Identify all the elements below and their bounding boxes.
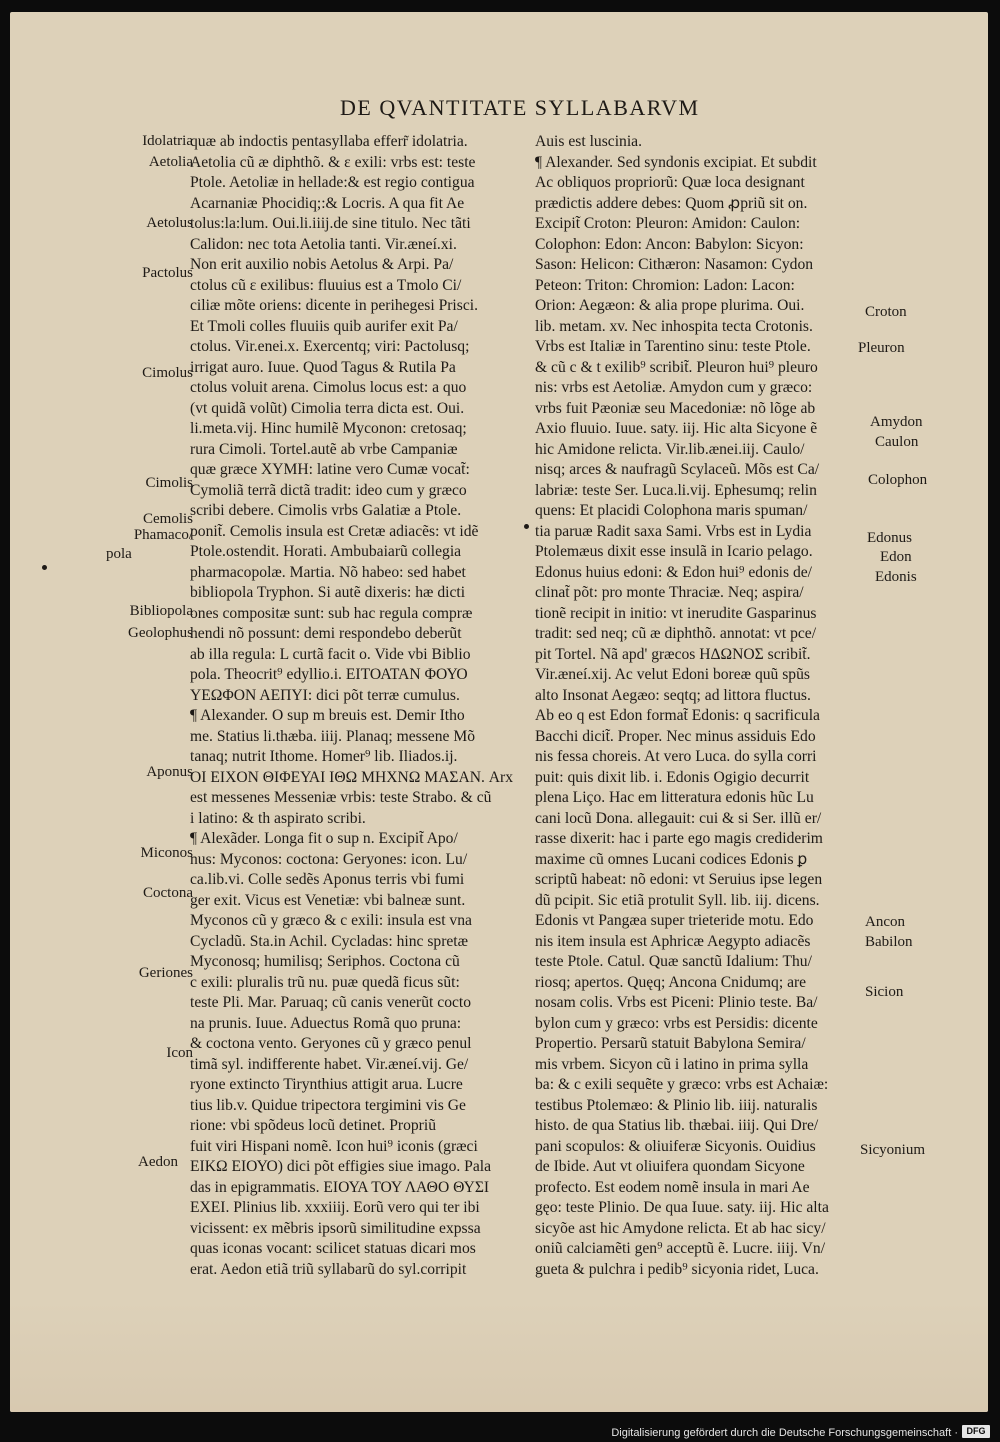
- text-line: dũ pcipit. Sic etiã protulit Syll. lib. iij. dicens.: [535, 891, 820, 909]
- margin-note: Babilon: [865, 934, 913, 950]
- text-line: Et Tmoli colles fluuiis quib aurifer exit Pa/: [190, 317, 458, 335]
- text-line: Bacchi dicit̃. Proper. Nec minus assiduis Edo: [535, 727, 816, 745]
- text-line: ¶ Alexander. O sup m breuis est. Demir Itho: [190, 707, 465, 724]
- margin-note: Cimolus: [142, 365, 193, 381]
- margin-note: Sicion: [865, 984, 904, 1000]
- text-line: Excipit̃ Croton: Pleuron: Amidon: Caulon:: [535, 215, 801, 232]
- text-line: Ac obliquos propriorũ: Quæ loca designant: [535, 174, 805, 191]
- text-line: teste Ptole. Catul. Quæ sanctũ Idalium: Thu/: [535, 953, 812, 970]
- margin-note: Coctona: [143, 885, 193, 901]
- text-line: tius lib.v. Quidue tripectora tergimini vis Ge: [190, 1096, 466, 1114]
- text-line: hic Amidone relicta. Vir.lib.ænei.iij. Caulo/: [535, 440, 805, 458]
- footer-bar: [0, 1412, 1000, 1442]
- text-line: das in epigrammatis. ΕΙΟΥΑ ΤΟΥ ΛΑΘΟ ΘΥΣΙ: [190, 1178, 490, 1196]
- text-line: Ab eo q est Edon format̃ Edonis: q sacrificula: [535, 707, 820, 724]
- text-line: i latino: & th aspirato scribi.: [190, 809, 366, 827]
- text-line: riosq; apertos. Quęq; Ancona Cnidumq; are: [535, 973, 807, 991]
- text-line: pani scopulos: & oliuiferæ Sicyonis. Ouidius: [535, 1137, 816, 1155]
- text-line: pit Tortel. Nã apd' græcos ΗΔΩΝΟΣ scribit̃.: [535, 645, 811, 663]
- running-header: DE QVANTITATE SYLLABARVM: [340, 95, 700, 120]
- margin-note: Pactolus: [142, 265, 193, 281]
- text-line: plena Liço. Hac em litteratura edonis hũc Lu: [535, 789, 814, 806]
- text-line: ctolus voluit arena. Cimolus locus est: a quo: [190, 379, 467, 396]
- text-line: Sason: Helicon: Cithæron: Nasamon: Cydon: [535, 256, 814, 273]
- text-line: Ptole. Aetoliæ in hellade:& est regio contigua: [190, 174, 475, 191]
- text-line: & coctona vento. Geryones cũ y græco penul: [190, 1035, 472, 1052]
- text-line: Myconosq; humilisq; Seriphos. Coctona cũ: [190, 953, 460, 970]
- text-line: nus: Myconos: coctona: Geryones: icon. Lu/: [190, 850, 468, 868]
- text-line: ponit̃. Cemolis insula est Cretæ adiacẽs: vt idẽ: [190, 522, 479, 540]
- text-line: ΥΕΩΦΟΝ ΑΕΠΥΙ: dici põt terræ cumulus.: [190, 686, 460, 704]
- margin-note: Croton: [865, 304, 907, 320]
- text-line: Propertio. Persarũ statuit Babylona Semira/: [535, 1035, 806, 1052]
- text-line: fuit viri Hispani nomẽ. Icon hui⁹ iconis (græci: [190, 1137, 478, 1155]
- text-line: li.meta.vij. Hinc humilẽ Myconon: cretosaq;: [190, 420, 467, 437]
- text-line: ¶ Alexander. Sed syndonis excipiat. Et subdit: [535, 153, 817, 171]
- text-line: nis fessa choreis. At vero Luca. do sylla corri: [535, 748, 817, 765]
- text-line: Cymoliã terrã dictã tradit: ideo cum y græco: [190, 481, 467, 499]
- text-line: ΕΙΚΩ ΕΙΟΥΟ) dici põt effigies siue imago. Pala: [190, 1158, 492, 1175]
- margin-note: Aponus: [146, 764, 193, 780]
- text-line: ba: & c exili sequẽte y græco: vrbs est Achaiæ:: [535, 1076, 829, 1093]
- text-line: ca.lib.vi. Colle sedẽs Aponus terris vbi fumi: [190, 871, 465, 888]
- text-line: bibliopola Tryphon. Si autẽ dixeris: hæ dicti: [190, 584, 466, 601]
- text-line: scriptũ habeat: nõ edoni: vt Seruius ipse legen: [535, 871, 823, 888]
- book-page: [10, 12, 988, 1412]
- text-line: ones compositæ sunt: sub hac regula compræ: [190, 604, 473, 622]
- text-line: Aetolia cũ æ diphthõ. & ε exili: vrbs est: teste: [190, 153, 476, 171]
- text-line: quens: Et placidi Colophona maris spuman/: [535, 502, 808, 519]
- text-line: hendi nõ possunt: demi respondebo deberũt: [190, 625, 462, 642]
- text-line: ab illa regula: L curtã facit o. Vide vbi Biblio: [190, 645, 471, 663]
- text-line: Orion: Aegæon: & alia prope plurima. Oui.: [535, 297, 805, 314]
- text-line: alto Insonat Aegæo: seqtq; ad littora fluctus.: [535, 686, 811, 704]
- text-line: est messenes Messeniæ vrbis: teste Strabo. & cũ: [190, 789, 492, 806]
- text-line: Axio fluuio. Iuue. saty. iij. Hic alta Sicyone ẽ: [535, 420, 818, 437]
- text-line: Edonus huius edoni: & Edon hui⁹ edonis de/: [535, 563, 813, 581]
- margin-note: Caulon: [875, 434, 919, 450]
- text-line: oniũ calciamẽti gen⁹ acceptũ ẽ. Lucre. iiij. Vn/: [535, 1240, 826, 1257]
- text-line: tradit: sed neq; cũ æ diphthõ. annotat: vt pce/: [535, 625, 817, 642]
- text-line: irrigat auro. Iuue. Quod Tagus & Rutila Pa: [190, 358, 456, 376]
- margin-note: Aetolus: [146, 215, 193, 231]
- margin-note: Cimolis: [145, 475, 193, 491]
- text-line: nis item insula est Aphricæ Aegypto adiacẽs: [535, 932, 811, 950]
- margin-note: pola: [106, 546, 132, 562]
- text-line: ciliæ mõte oriens: dicente in perihegesi Prisci.: [190, 297, 478, 314]
- text-line: ryone extincto Tirynthius attigit arua. Lucre: [190, 1076, 463, 1093]
- text-line: Auis est luscinia.: [535, 133, 642, 150]
- margin-note: Cemolis: [142, 511, 193, 527]
- text-line: bylon cum y græco: vrbs est Persidis: dicente: [535, 1014, 818, 1032]
- text-line: ctolus cũ ε exilibus: fluuius est a Tmolo Ci/: [190, 276, 462, 294]
- text-line: testibus Ptolemæo: & Plinio lib. iiij. naturalis: [535, 1096, 818, 1114]
- text-line: Acarnaniæ Phocidiq;:& Locris. A qua fit Ae: [190, 194, 465, 212]
- text-line: tolus:la:lum. Oui.li.iiij.de sine titulo. Nec tãti: [190, 215, 471, 232]
- margin-note: Amydon: [870, 414, 923, 430]
- text-line: nosam colis. Vrbs est Piceni: Plinio teste. Ba/: [535, 994, 818, 1011]
- margin-note: Edonus: [867, 530, 912, 546]
- text-line: vrbs fuit Pæoniæ seu Macedoniæ: nõ lõge ab: [535, 399, 816, 417]
- text-line: nis: vrbs est Aetoliæ. Amydon cum y græco:: [535, 379, 813, 396]
- text-line: tanaq; nutrit Ithome. Homer⁹ lib. Iliados.ij.: [190, 748, 458, 765]
- margin-note: Sicyonium: [860, 1142, 926, 1158]
- text-line: vicissent: ex mẽbris ipsorũ similitudine expssa: [190, 1219, 481, 1237]
- text-line: quas iconas vocant: scilicet statuas dicari mos: [190, 1240, 476, 1257]
- margin-note: Aedon: [138, 1154, 178, 1170]
- text-line: sicyõe ast hic Amydone relicta. Et ab hac sicy/: [535, 1219, 826, 1237]
- text-line: Calidon: nec tota Aetolia tanti. Vir.æneí.xi.: [190, 235, 457, 253]
- text-line: labriæ: teste Ser. Luca.li.vij. Ephesumq; relin: [535, 481, 817, 499]
- text-line: tia paruæ Radit saxa Sami. Vrbs est in Lydia: [535, 522, 812, 540]
- text-line: clinat̃ põt: pro monte Thraciæ. Neq; aspira/: [535, 584, 804, 601]
- page-mark-dot: [42, 565, 47, 570]
- text-line: Myconos cũ y græco & c exili: insula est vna: [190, 912, 472, 929]
- text-line: mis vrbem. Sicyon cũ i latino in prima sylla: [535, 1055, 809, 1073]
- text-line: ¶ Alexãder. Longa fit o sup n. Excipit̃ Apo/: [190, 830, 458, 847]
- text-line: Edonis vt Pangæa super trieteride motu. Edo: [535, 912, 814, 929]
- text-line: nisq; arces & naufragũ Scylaceũ. Mõs est Ca/: [535, 461, 820, 478]
- text-line: pola. Theocrit⁹ edyllio.i. ΕΙΤΟΑΤΑΝ ΦΟΥΟ: [190, 666, 468, 683]
- dfg-logo: DFG: [962, 1425, 990, 1438]
- text-line: Vrbs est Italiæ in Tarentino sinu: teste Ptole.: [535, 338, 811, 355]
- text-line: cani locũ Dona. allegauit: cui & si Ser. illũ er/: [535, 809, 822, 827]
- text-line: timã syl. indifferente habet. Vir.æneí.vij. Ge/: [190, 1055, 469, 1073]
- text-line: quæ ab indoctis pentasyllaba efferr̃ idolatria.: [190, 133, 468, 150]
- text-line: de Ibide. Aut vt oliuifera quondam Sicyone: [535, 1158, 805, 1175]
- margin-note: Edonis: [875, 569, 917, 585]
- text-line: Peteon: Triton: Chromion: Ladon: Lacon:: [535, 276, 795, 294]
- margin-note: Geriones: [138, 965, 193, 981]
- text-line: gueta & pulchra i pedib⁹ sicyonia ridet, Luca.: [535, 1260, 819, 1278]
- text-line: me. Statius li.thæba. iiij. Planaq; messene Mõ: [190, 727, 475, 745]
- text-line: rasse dixerit: hac i parte ego magis crediderim: [535, 830, 823, 847]
- text-line: c exili: pluralis trũ nu. puæ quedã ficus sũt:: [190, 973, 460, 991]
- text-line: rione: vbi spõdeus locũ detinet. Propriũ: [190, 1117, 436, 1134]
- text-line: profecto. Est eodem nomẽ insula in mari Ae: [535, 1178, 810, 1196]
- margin-note: Edon: [880, 549, 912, 565]
- margin-note: Ancon: [865, 914, 905, 930]
- text-line: Ptolemæus dixit esse insulã in Icario pelago.: [535, 543, 813, 560]
- text-line: Ptole.ostendit. Horati. Ambubaiarũ collegia: [190, 543, 462, 560]
- margin-note: Bibliopola: [129, 603, 193, 619]
- text-line: ctolus. Vir.enei.x. Exercentq; viri: Pactolusq;: [190, 338, 470, 355]
- text-line: histo. de qua Statius lib. thæbai. iiij. Qui Dre/: [535, 1117, 819, 1134]
- margin-note: Phamaco/: [133, 527, 193, 543]
- text-line: Non erit auxilio nobis Aetolus & Arpi. Pa/: [190, 256, 454, 273]
- text-line: erat. Aedon etiã triũ syllabarũ do syl.corripit: [190, 1260, 467, 1278]
- text-line: ger exit. Vicus est Venetiæ: vbi balneæ sunt.: [190, 891, 466, 909]
- text-line: tionẽ recipit in initio: vt inerudite Gasparinus: [535, 604, 817, 622]
- margin-note: Aetolia: [148, 154, 193, 170]
- footer-credit: Digitalisierung gefördert durch die Deutsche Forschungsgemeinschaft ·: [611, 1427, 958, 1439]
- text-line: Cycladũ. Sta.in Achil. Cycladas: hinc spretæ: [190, 932, 469, 950]
- text-line: puit: quis dixit lib. i. Edonis Ogigio decurrit: [535, 768, 810, 786]
- margin-note: Icon: [166, 1045, 193, 1061]
- text-line: maxime cũ omnes Lucani codices Edonis ꝑ: [535, 850, 808, 868]
- text-line: quæ græce ΧΥΜΗ: latine vero Cumæ vocat̃:: [190, 461, 470, 478]
- text-line: ΕΧΕΙ. Plinius lib. xxxiiij. Eorũ vero qui ter ibi: [190, 1199, 480, 1216]
- text-line: Vir.æneí.xij. Ac velut Edoni boreæ quũ spũs: [535, 666, 810, 683]
- text-line: gęo: teste Plinio. De qua Iuue. saty. iij. Hic alta: [535, 1199, 829, 1216]
- text-line: (vt quidã volũt) Cimolia terra dicta est. Oui.: [190, 399, 465, 417]
- text-line: ΟΙ ΕΙΧΟΝ ΘΙΦΕΥΑΙ ΙΘΩ ΜΗΧΝΩ ΜΑΣΑΝ. Arx: [190, 768, 514, 786]
- margin-note: Geolophus: [128, 625, 193, 641]
- margin-note: Idolatria: [142, 133, 193, 149]
- text-line: pharmacopolæ. Martia. Nõ habeo: sed habet: [190, 563, 466, 581]
- text-line: & cũ c & t exilib⁹ scribit̃. Pleuron hui⁹ pleuro: [535, 358, 818, 376]
- text-line: na prunis. Iuue. Aduectus Romã quo pruna:: [190, 1014, 462, 1032]
- margin-note: Pleuron: [858, 340, 905, 356]
- left-text-column: [190, 132, 530, 1280]
- text-line: rura Cimoli. Tortel.autẽ ab vrbe Campaniæ: [190, 440, 458, 458]
- text-line: teste Pli. Mar. Paruaq; cũ canis venerũt cocto: [190, 994, 472, 1011]
- text-line: Colophon: Edon: Ancon: Babylon: Sicyon:: [535, 235, 804, 253]
- right-text-column: [535, 132, 875, 1280]
- page-mark-dot: [524, 524, 529, 529]
- margin-note: Miconos: [140, 845, 193, 861]
- margin-note: Colophon: [868, 472, 928, 488]
- text-line: prædictis addere debes: Quom ꝓpriũ sit on.: [535, 194, 808, 212]
- text-line: lib. metam. xv. Nec inhospita tecta Crotonis.: [535, 317, 813, 335]
- text-line: scribi debere. Cimolis vrbs Galatiæ a Ptole.: [190, 502, 462, 519]
